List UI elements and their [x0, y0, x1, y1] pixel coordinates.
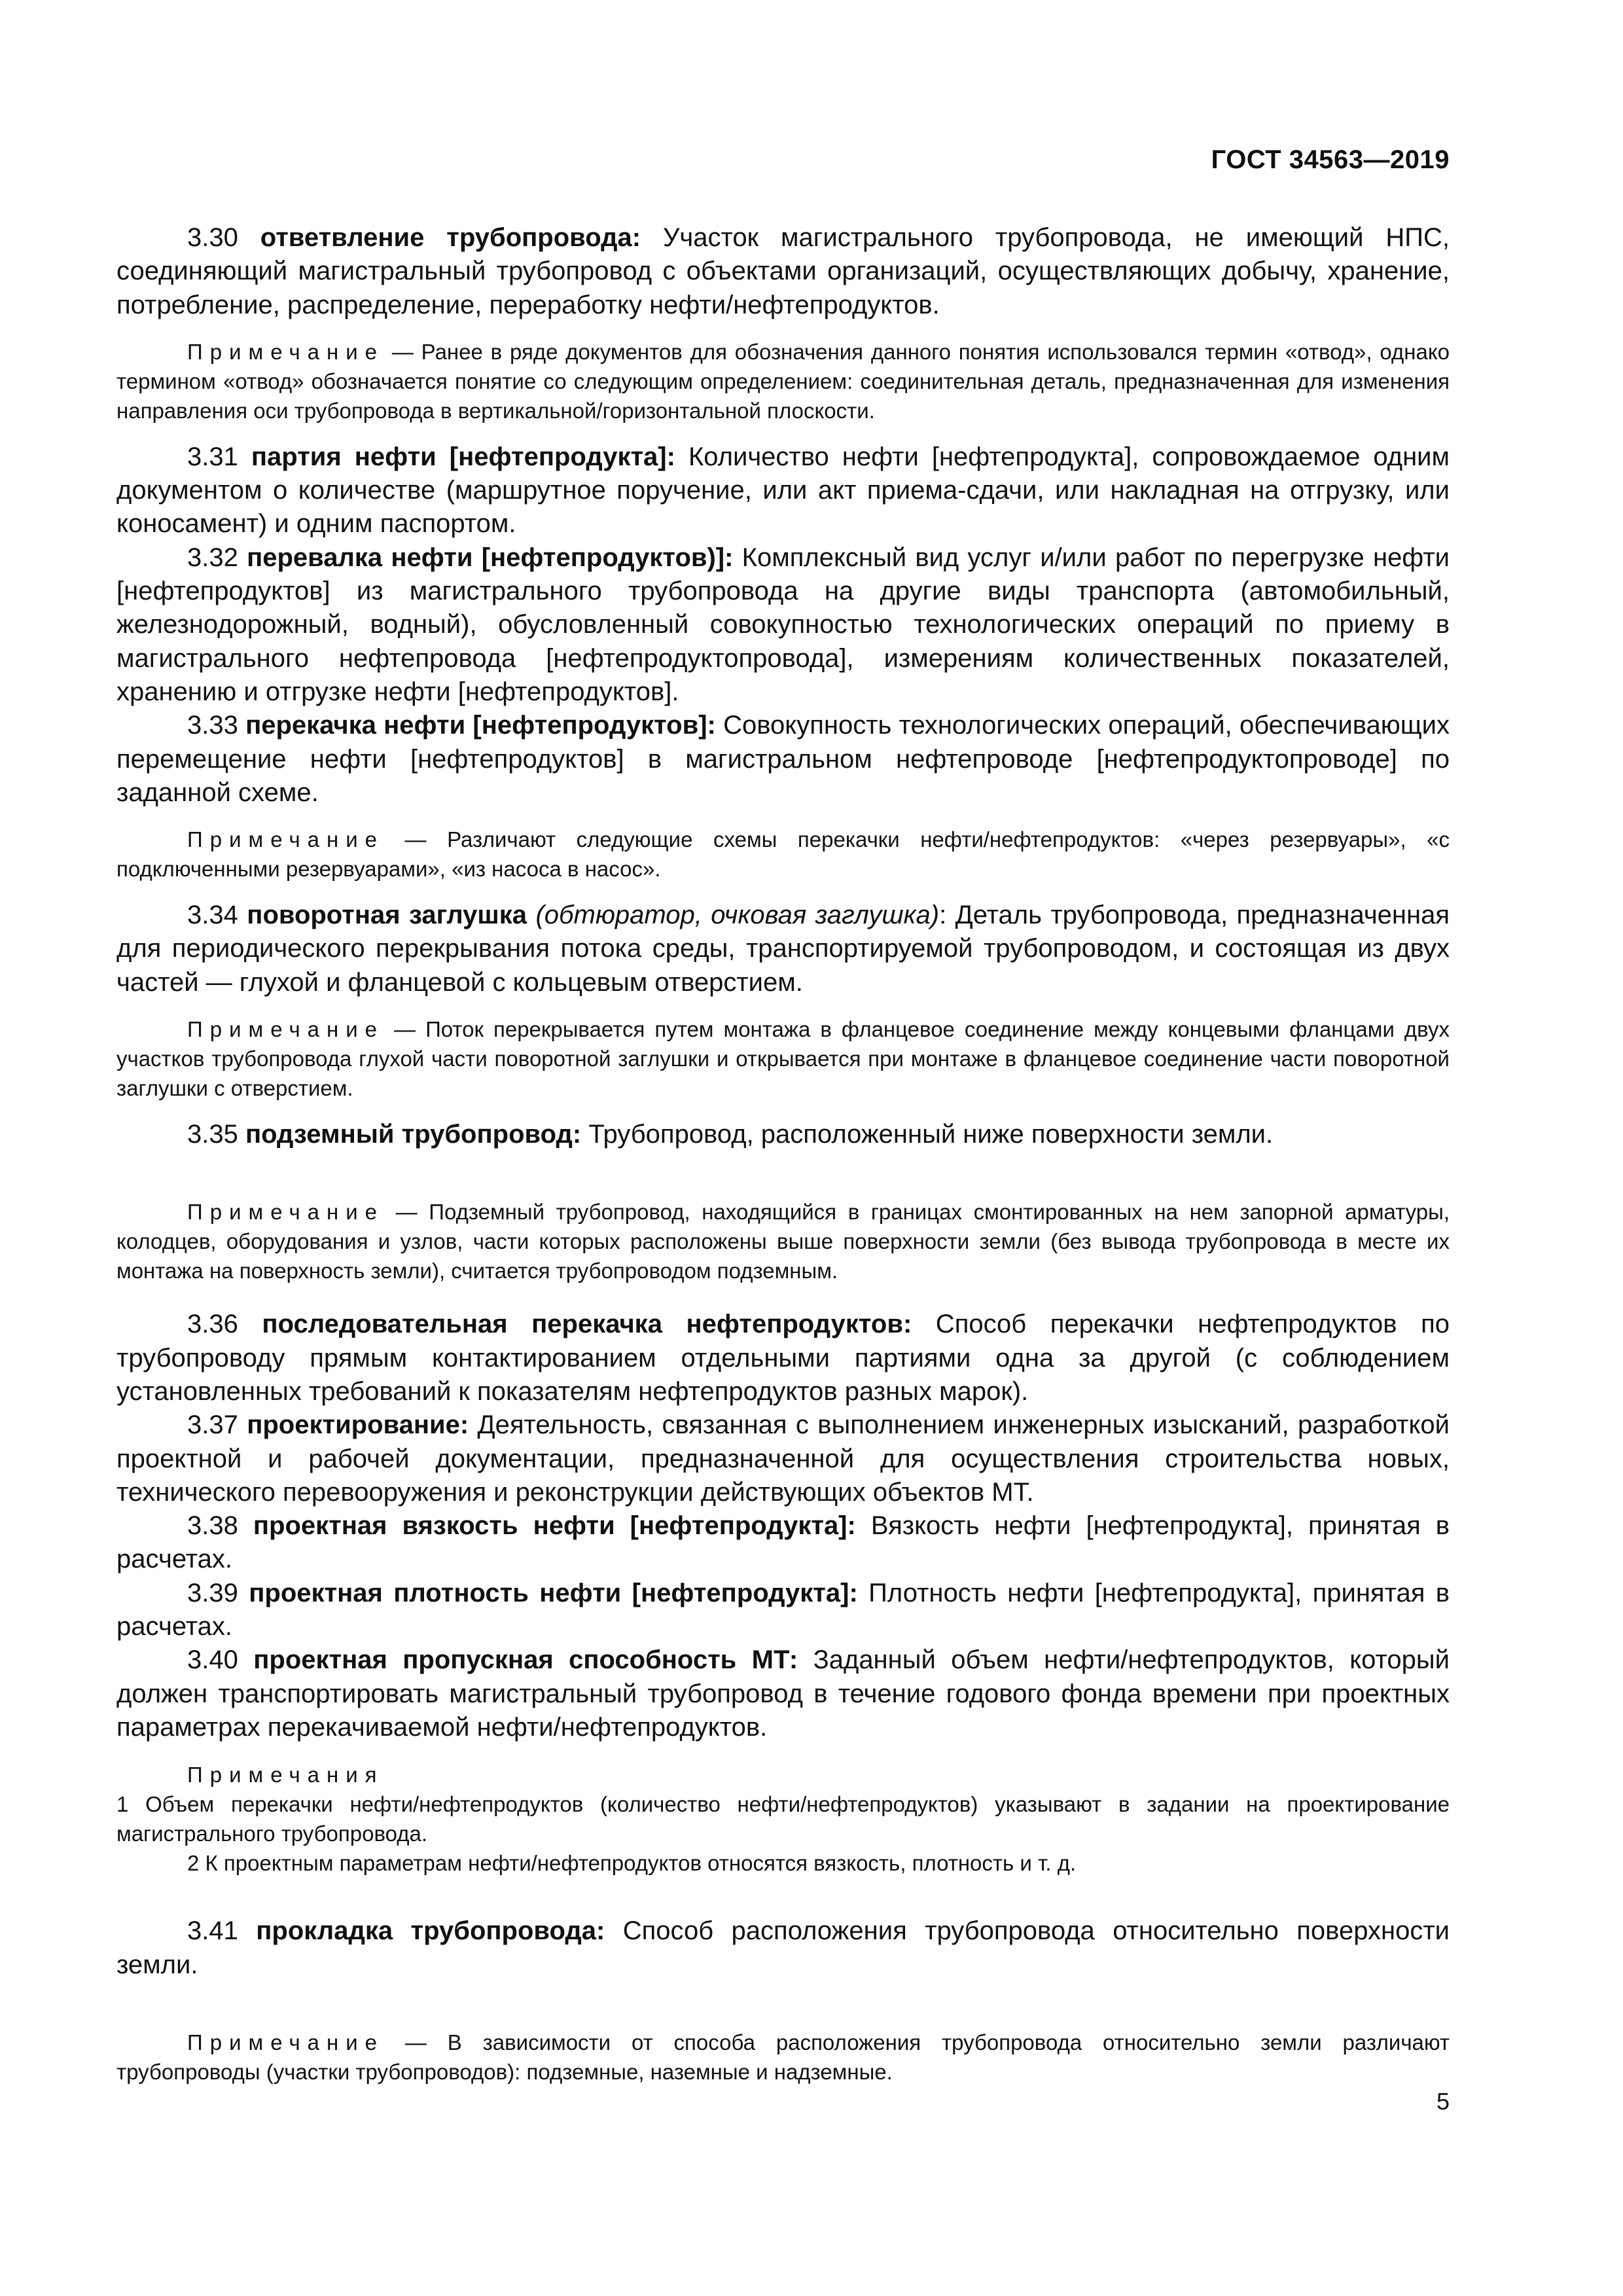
note-label: Примечание — [187, 827, 385, 852]
term-number: 3.41 — [187, 1916, 257, 1946]
term-3-33 — [116, 709, 1450, 810]
note-3-30: Примечание — Ранее в ряде документов для обозначения данного понятия использовался термин «отвод», однако термином «отвод» обозначается понятие со следующим определением: соединительная деталь, предназначенная для изменения направления оси трубопровода в вертикальной/горизонтальной плоскости. — [116, 339, 1450, 423]
term-number: 3.30 — [187, 223, 260, 252]
term-definition: Способ перекачки нефтепродуктов по трубопроводу прямым контактированием отдельными партиями одна за другой (с соблюдением установленных требований к показателям нефтепродуктов разных марок). — [116, 1310, 1450, 1406]
terms-content — [116, 221, 1450, 2087]
term-3-39 — [116, 1577, 1450, 1644]
term-name: проектная вязкость нефти [нефтепродукта]: — [253, 1511, 856, 1541]
term-3-41 — [116, 1914, 1450, 1982]
term-name: перевалка нефти [нефтепродуктов)]: — [247, 543, 734, 572]
term-number: 3.37 — [187, 1410, 247, 1440]
term-definition: Плотность нефти [нефтепродукта], принятая в расчетах. — [116, 1578, 1450, 1641]
term-number: 3.34 — [187, 901, 247, 930]
term-definition: Деятельность, связанная с выполнением инженерных изысканий, разработкой проектной и рабочей документации, предназначенной для осуществления строительства новых, технического перевооружения и реконструкции действующих объектов МТ. — [116, 1410, 1450, 1507]
document-page — [116, 0, 1450, 2296]
note-label: Примечание — [187, 1200, 385, 1225]
note-3-33: Примечание — Различают следующие схемы перекачки нефти/нефтепродуктов: «через резервуары», «с подключенными резервуарами», «из насоса в насос». — [116, 827, 1450, 882]
notes-label: Примечания — [187, 1763, 384, 1787]
note-text: Поток перекрывается путем монтажа в фланцевое соединение между концевыми фланцами двух участков трубопровода глухой части поворотной заглушки и открывается при монтаже в фланцевое соединение части поворотной заглушки с отверстием. — [116, 1017, 1450, 1101]
note-text: Различают следующие схемы перекачки нефти/нефтепродуктов: «через резервуары», «с подключенными резервуарами», «из насоса в насос». — [116, 827, 1450, 882]
term-number: 3.35 — [187, 1120, 245, 1149]
term-3-38 — [116, 1509, 1450, 1577]
term-name: подземный трубопровод: — [245, 1120, 582, 1149]
note-text: В зависимости от способа расположения трубопровода относительно земли различают трубопроводы (участки трубопроводов): подземные, наземные и надземные. — [116, 2030, 1450, 2084]
term-definition: : Деталь трубопровода, предназначенная для периодического перекрывания потока среды, транспортируемой трубопроводом, и состоящая из двух частей — глухой и фланцевой с кольцевым отверстием. — [116, 901, 1450, 997]
term-name: проектирование: — [247, 1410, 469, 1440]
term-number: 3.32 — [187, 543, 247, 572]
term-definition: Трубопровод, расположенный ниже поверхности земли. — [581, 1120, 1274, 1149]
term-3-34 — [116, 899, 1450, 999]
note-3-40-item-1: 1 Объем перекачки нефти/нефтепродуктов (количество нефти/нефтепродуктов) указывают в задании на проектирование магистрального трубопровода. — [116, 1792, 1450, 1846]
term-3-40 — [116, 1643, 1450, 1744]
term-definition: Совокупность технологических операций, обеспечивающих перемещение нефти [нефтепродуктов] в магистральном нефтепроводе [нефтепродуктопроводе] по заданной схеме. — [116, 711, 1450, 807]
term-name: проектная пропускная способность МТ: — [253, 1645, 798, 1675]
term-number: 3.36 — [187, 1310, 262, 1339]
term-definition: Участок магистрального трубопровода, не имеющий НПС, соединяющий магистральный трубопровод с объектами организаций, осуществляющих добычу, хранение, потребление, распределение, переработку нефти/нефтепродуктов. — [116, 223, 1450, 319]
term-definition: Заданный объем нефти/нефтепродуктов, который должен транспортировать магистральный трубопровод в течение годового фонда времени при проектных параметрах перекачиваемой нефти/нефтепродуктов. — [116, 1645, 1450, 1742]
term-definition: Количество нефти [нефтепродукта], сопровождаемое одним документом о количестве (маршрутное поручение, или акт приема-сдачи, или накладная на отгрузку, или коносамент) и одним паспортом. — [116, 442, 1450, 539]
term-definition: Комплексный вид услуг и/или работ по перегрузке нефти [нефтепродуктов] из магистрального трубопровода на другие виды транспорта (автомобильный, железнодорожный, водный), обусловленный совокупностью технологических операций по приему в магистрального нефтепровода [нефтепродуктопровода], измерениям количественных показателей, хранению и отгрузке нефти [нефтепродуктов]. — [116, 543, 1450, 706]
term-3-32 — [116, 541, 1450, 709]
term-definition: Вязкость нефти [нефтепродукта], принятая в расчетах. — [116, 1511, 1450, 1574]
term-synonyms: (обтюратор, очковая заглушка) — [527, 901, 940, 930]
term-number: 3.31 — [187, 442, 251, 471]
term-name: перекачка нефти [нефтепродуктов]: — [245, 711, 716, 740]
term-number: 3.38 — [187, 1511, 253, 1541]
term-number: 3.39 — [187, 1578, 249, 1607]
term-name: поворотная заглушка — [247, 901, 527, 930]
note-label: Примечание — [187, 339, 385, 364]
note-3-40-item-2: 2 К проектным параметрам нефти/нефтепродуктов относятся вязкость, плотность и т. д. — [187, 1851, 1077, 1876]
document-code: ГОСТ 34563—2019 — [1211, 145, 1450, 174]
term-definition: Способ расположения трубопровода относительно поверхности земли. — [116, 1916, 1450, 1979]
term-number: 3.40 — [187, 1645, 254, 1675]
term-3-35 — [116, 1118, 1450, 1151]
note-3-35: Примечание — Подземный трубопровод, находящийся в границах смонтированных на нем запорной арматуры, колодцев, оборудования и узлов, части которых расположены выше поверхности земли (без вывода трубопровода в месте их монтажа на поверхность земли), считается трубопроводом подземным. — [116, 1200, 1450, 1283]
note-label: Примечание — [187, 1017, 385, 1042]
term-3-37 — [116, 1408, 1450, 1509]
term-3-36 — [116, 1308, 1450, 1408]
term-name: последовательная перекачка нефтепродуктов: — [262, 1310, 912, 1339]
page-number: 5 — [1436, 2088, 1450, 2115]
term-3-30 — [116, 221, 1450, 322]
note-label: Примечание — [187, 2030, 385, 2054]
notes-3-40-label — [116, 1760, 1450, 1789]
term-name: ответвление трубопровода: — [260, 223, 641, 252]
term-name: партия нефти [нефтепродукта]: — [251, 442, 675, 471]
term-name: прокладка трубопровода: — [256, 1916, 605, 1946]
note-text: Ранее в ряде документов для обозначения данного понятия использовался термин «отвод», однако термином «отвод» обозначается понятие со следующим определением: соединительная деталь, предназначенная для изменения направления оси трубопровода в вертикальной/горизонтальной плоскости. — [116, 339, 1450, 423]
note-text: Подземный трубопровод, находящийся в границах смонтированных на нем запорной арматуры, колодцев, оборудования и узлов, части которых расположены выше поверхности земли (без вывода трубопровода в месте их монтажа на поверхность земли), считается трубопроводом подземным. — [116, 1200, 1450, 1283]
note-3-41: Примечание — В зависимости от способа расположения трубопровода относительно земли различают трубопроводы (участки трубопроводов): подземные, наземные и надземные. — [116, 2030, 1450, 2084]
note-3-34: Примечание — Поток перекрывается путем монтажа в фланцевое соединение между концевыми фланцами двух участков трубопровода глухой части поворотной заглушки и открывается при монтаже в фланцевое соединение части поворотной заглушки с отверстием. — [116, 1017, 1450, 1101]
term-number: 3.33 — [187, 711, 246, 740]
term-name: проектная плотность нефти [нефтепродукта]: — [249, 1578, 858, 1607]
term-3-31 — [116, 440, 1450, 541]
